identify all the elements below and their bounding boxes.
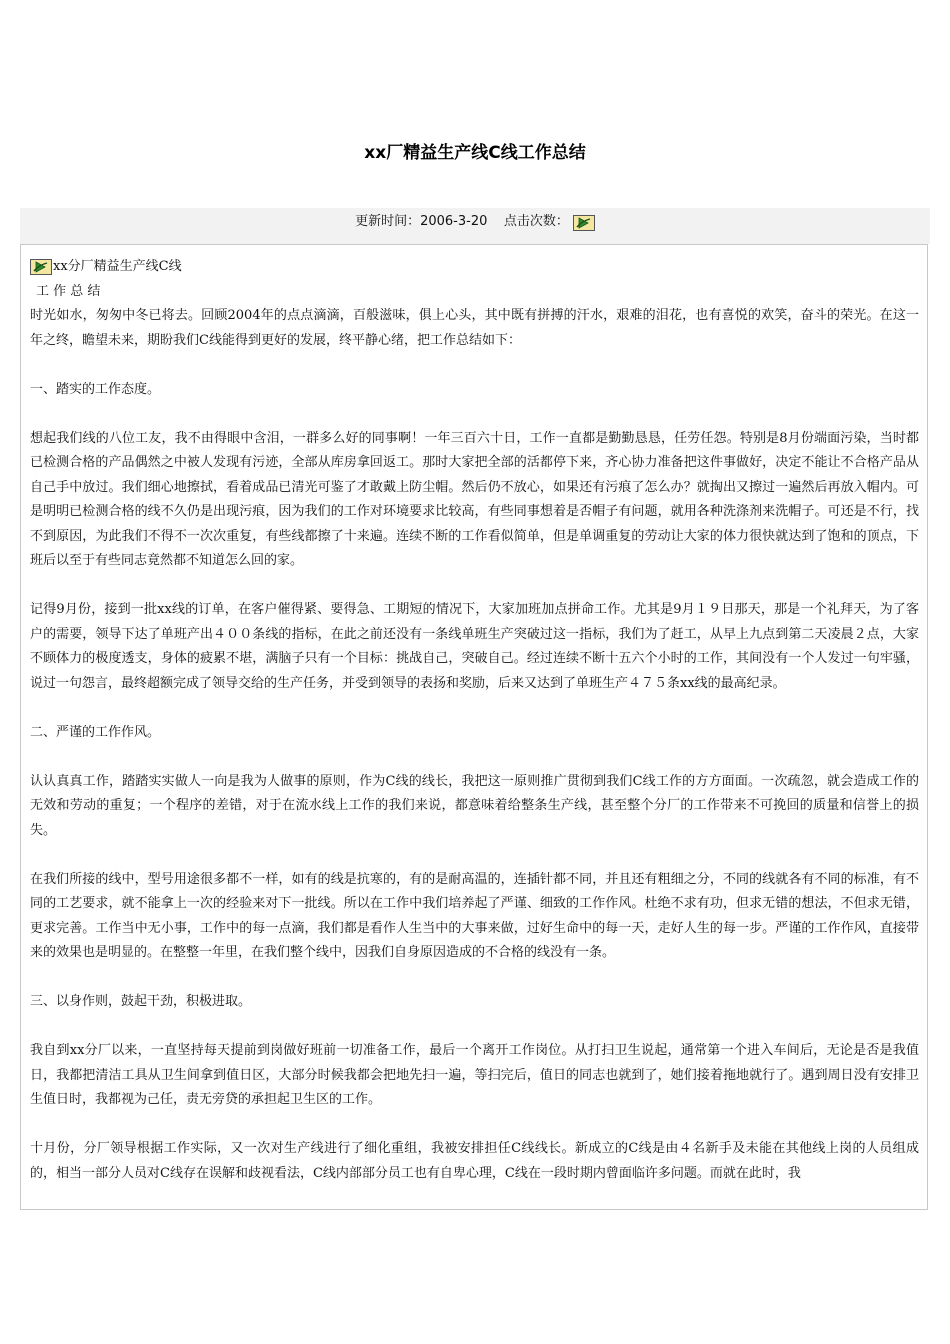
article-body xyxy=(20,244,928,1210)
paragraph: 记得9月份，接到一批xx线的订单，在客户催得紧、要得急、工期短的情况下，大家加班加点拼命工作。尤其是9月１９日那天，那是一个礼拜天，为了客户的需要，领导下达了单班产出４００条线的指标，在此之前还没有一条线单班生产突破过这一指标，我们为了赶工，从早上九点到第二天凌晨２点，大家不顾体力的极度透支，身体的疲累不堪，满脑子只有一个目标：挑战自己，突破自己。经过连续不断十五六个小时的工作，其间没有一个人发过一句牢骚，说过一句怨言，最终超额完成了领导交给的生产任务，并受到领导的表扬和奖励，后来又达到了单班生产４７５条xx线的最高纪录。 xyxy=(30,602,919,691)
paragraph: 想起我们线的八位工友，我不由得眼中含泪，一群多么好的同事啊！一年三百六十日，工作一直都是勤勤恳恳，任劳任怨。特别是8月份端面污染，当时都已检测合格的产品偶然之中被人发现有污迹，全部从库房拿回返工。那时大家把全部的活都停下来，齐心协力准备把这件事做好，决定不能让不合格产品从自己手中放过。我们细心地擦拭，看着成品已清光可鉴了才敢戴上防尘帽。然后仍不放心，如果还有污痕了怎么办？就掏出又擦过一遍然后再放入帽内。可是明明已检测合格的线不久仍是出现污痕，因为我们的工作对环境要求比较高，有些同事想着是否帽子有问题，就用各种洗涤剂来洗帽子。可还是不行，找不到原因，为此我们不得不一次次重复，有些线都擦了十来遍。连续不断的工作看似简单，但是单调重复的劳动让大家的体力很快就达到了饱和的顶点，下班后以至于有些同志竟然都不知道怎么回的家。 xyxy=(30,430,919,568)
click-count-label: 点击次数： xyxy=(503,214,569,229)
article-subheading: 工 作 总 结 xyxy=(36,283,101,299)
broken-image-icon xyxy=(30,259,52,275)
section-heading: 二、严谨的工作作风。 xyxy=(30,724,161,740)
update-time-label: 更新时间： xyxy=(355,214,421,229)
paragraph: 十月份，分厂领导根据工作实际，又一次对生产线进行了细化重组，我被安排担任C线线长。新成立的C线是由４名新手及未能在其他线上岗的人员组成的，相当一部分人员对C线存在误解和歧视看法，C线内部部分员工也有自卑心理，C线在一段时期内曾面临许多问题。而就在此时，我 xyxy=(30,1141,919,1181)
update-date: 2006-3-20 xyxy=(420,214,488,229)
heading-line-text: xx分厂精益生产线C线 xyxy=(53,259,182,274)
broken-image-icon xyxy=(573,214,595,230)
article-heading-line xyxy=(30,255,919,280)
paragraph: 时光如水，匆匆中冬已将去。回顾2004年的点点滴滴，百般滋味，俱上心头，其中既有拼搏的汗水，艰难的泪花，也有喜悦的欢笑，奋斗的荣光。在这一年之终，瞻望未来，期盼我们C线能得到更好的发展，终平静心绪，把工作总结如下： xyxy=(30,308,919,348)
section-heading: 一、踏实的工作态度。 xyxy=(30,381,161,397)
meta-bar xyxy=(20,208,930,244)
paragraph: 我自到xx分厂以来，一直坚持每天提前到岗做好班前一切准备工作，最后一个离开工作岗位。从打扫卫生说起，通常第一个进入车间后，无论是否是我值日，我都把清洁工具从卫生间拿到值日区，大部分时候我都会把地先扫一遍，等扫完后，值日的同志也就到了，她们接着拖地就行了。遇到周日没有安排卫生值日时，我都视为己任，责无旁贷的承担起卫生区的工作。 xyxy=(30,1043,919,1107)
paragraph: 在我们所接的线中，型号用途很多都不一样，如有的线是抗寒的，有的是耐高温的，连插针都不同，并且还有粗细之分，不同的线就各有不同的标准，有不同的工艺要求，就不能拿上一次的经验来对下一批线。所以在工作中我们培养起了严谨、细致的工作作风。杜绝不求有功，但求无错的想法，不但求无错，更求完善。工作当中无小事，工作中的每一点滴，我们都是看作人生当中的大事来做，过好生命中的每一天，走好人生的每一步。严谨的工作作风，直接带来的效果也是明显的。在整整一年里，在我们整个线中，因我们自身原因造成的不合格的线没有一条。 xyxy=(30,871,919,960)
document-title: xx厂精益生产线C线工作总结 xyxy=(364,143,586,163)
paragraph: 认认真真工作，踏踏实实做人一向是我为人做事的原则，作为C线的线长，我把这一原则推广贯彻到我们C线工作的方方面面。一次疏忽，就会造成工作的无效和劳动的重复；一个程序的差错，对于在流水线上工作的我们来说，都意味着给整条生产线，甚至整个分厂的工作带来不可挽回的质量和信誉上的损失。 xyxy=(30,773,919,838)
section-heading: 三、以身作则，鼓起干劲，积极进取。 xyxy=(30,994,252,1009)
